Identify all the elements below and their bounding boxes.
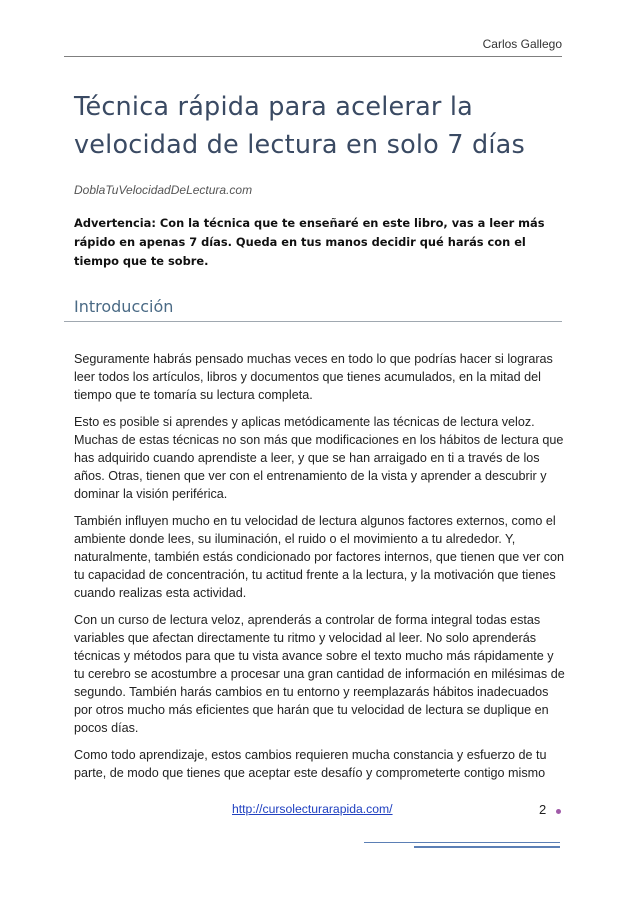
- paragraph: Seguramente habrás pensado muchas veces en todo lo que podrías hacer si lograras leer todos los artículos, libros y documentos que tienes acumulados, en la mitad del tiempo que te tomaría su lectura completa.: [74, 352, 553, 402]
- paragraph: Esto es posible si aprendes y aplicas metódicamente las técnicas de lectura veloz. Muchas de estas técnicas no son más que modificaciones en los hábitos de lectura que has adquirido cuando aprendiste a leer, y que se han arraigado en ti a través de los años. Otras, tienen que ver con el entrenamiento de la vista y aprender a descubrir y dominar la visión periférica.: [74, 415, 564, 501]
- paragraph: Como todo aprendizaje, estos cambios requieren mucha constancia y esfuerzo de tu parte, de modo que tienes que aceptar este desafío y comprometerte contigo mismo: [74, 748, 547, 780]
- body-text: [74, 350, 566, 791]
- subtitle: DoblaTuVelocidadDeLectura.com: [74, 183, 253, 197]
- bullet-dot-icon: [556, 809, 561, 814]
- header-author: Carlos Gallego: [482, 37, 562, 51]
- page-number: 2: [539, 802, 547, 817]
- header-divider: [64, 56, 562, 57]
- paragraph: Con un curso de lectura veloz, aprenderás a controlar de forma integral todas estas variables que afectan directamente tu ritmo y velocidad al leer. No solo aprenderás técnicas y métodos para que tu vista avance sobre el texto mucho más rápidamente y tu cerebro se acostumbre a procesar una gran cantidad de información en milésimas de segundo. También harás cambios en tu entorno y reemplazarás hábitos inadecuados por otros mucho más eficientes que harán que tu velocidad de lectura se duplique en pocos días.: [74, 613, 565, 735]
- section-heading: Introducción: [74, 297, 174, 316]
- footer-divider: [364, 842, 560, 843]
- footer-divider-thick: [414, 846, 560, 848]
- page-title: Técnica rápida para acelerar la velocidad de lectura en solo 7 días: [74, 92, 525, 160]
- footer-link[interactable]: http://cursolecturarapida.com/: [232, 802, 393, 816]
- paragraph: También influyen mucho en tu velocidad de lectura algunos factores externos, como el ambiente donde lees, su iluminación, el ruido o el movimiento a tu alrededor. Y, naturalmente, también estás condicionado por factores internos, que tienen que ver con tu capacidad de concentración, tu actitud frente a la lectura, y la motivación que tienes cuando realizas esta actividad.: [74, 514, 565, 600]
- warning-text: Advertencia: Con la técnica que te enseñaré en este libro, vas a leer más rápido en apenas 7 días. Queda en tus manos decidir qué harás con el tiempo que te sobre.: [74, 216, 545, 268]
- section-divider: [64, 321, 562, 322]
